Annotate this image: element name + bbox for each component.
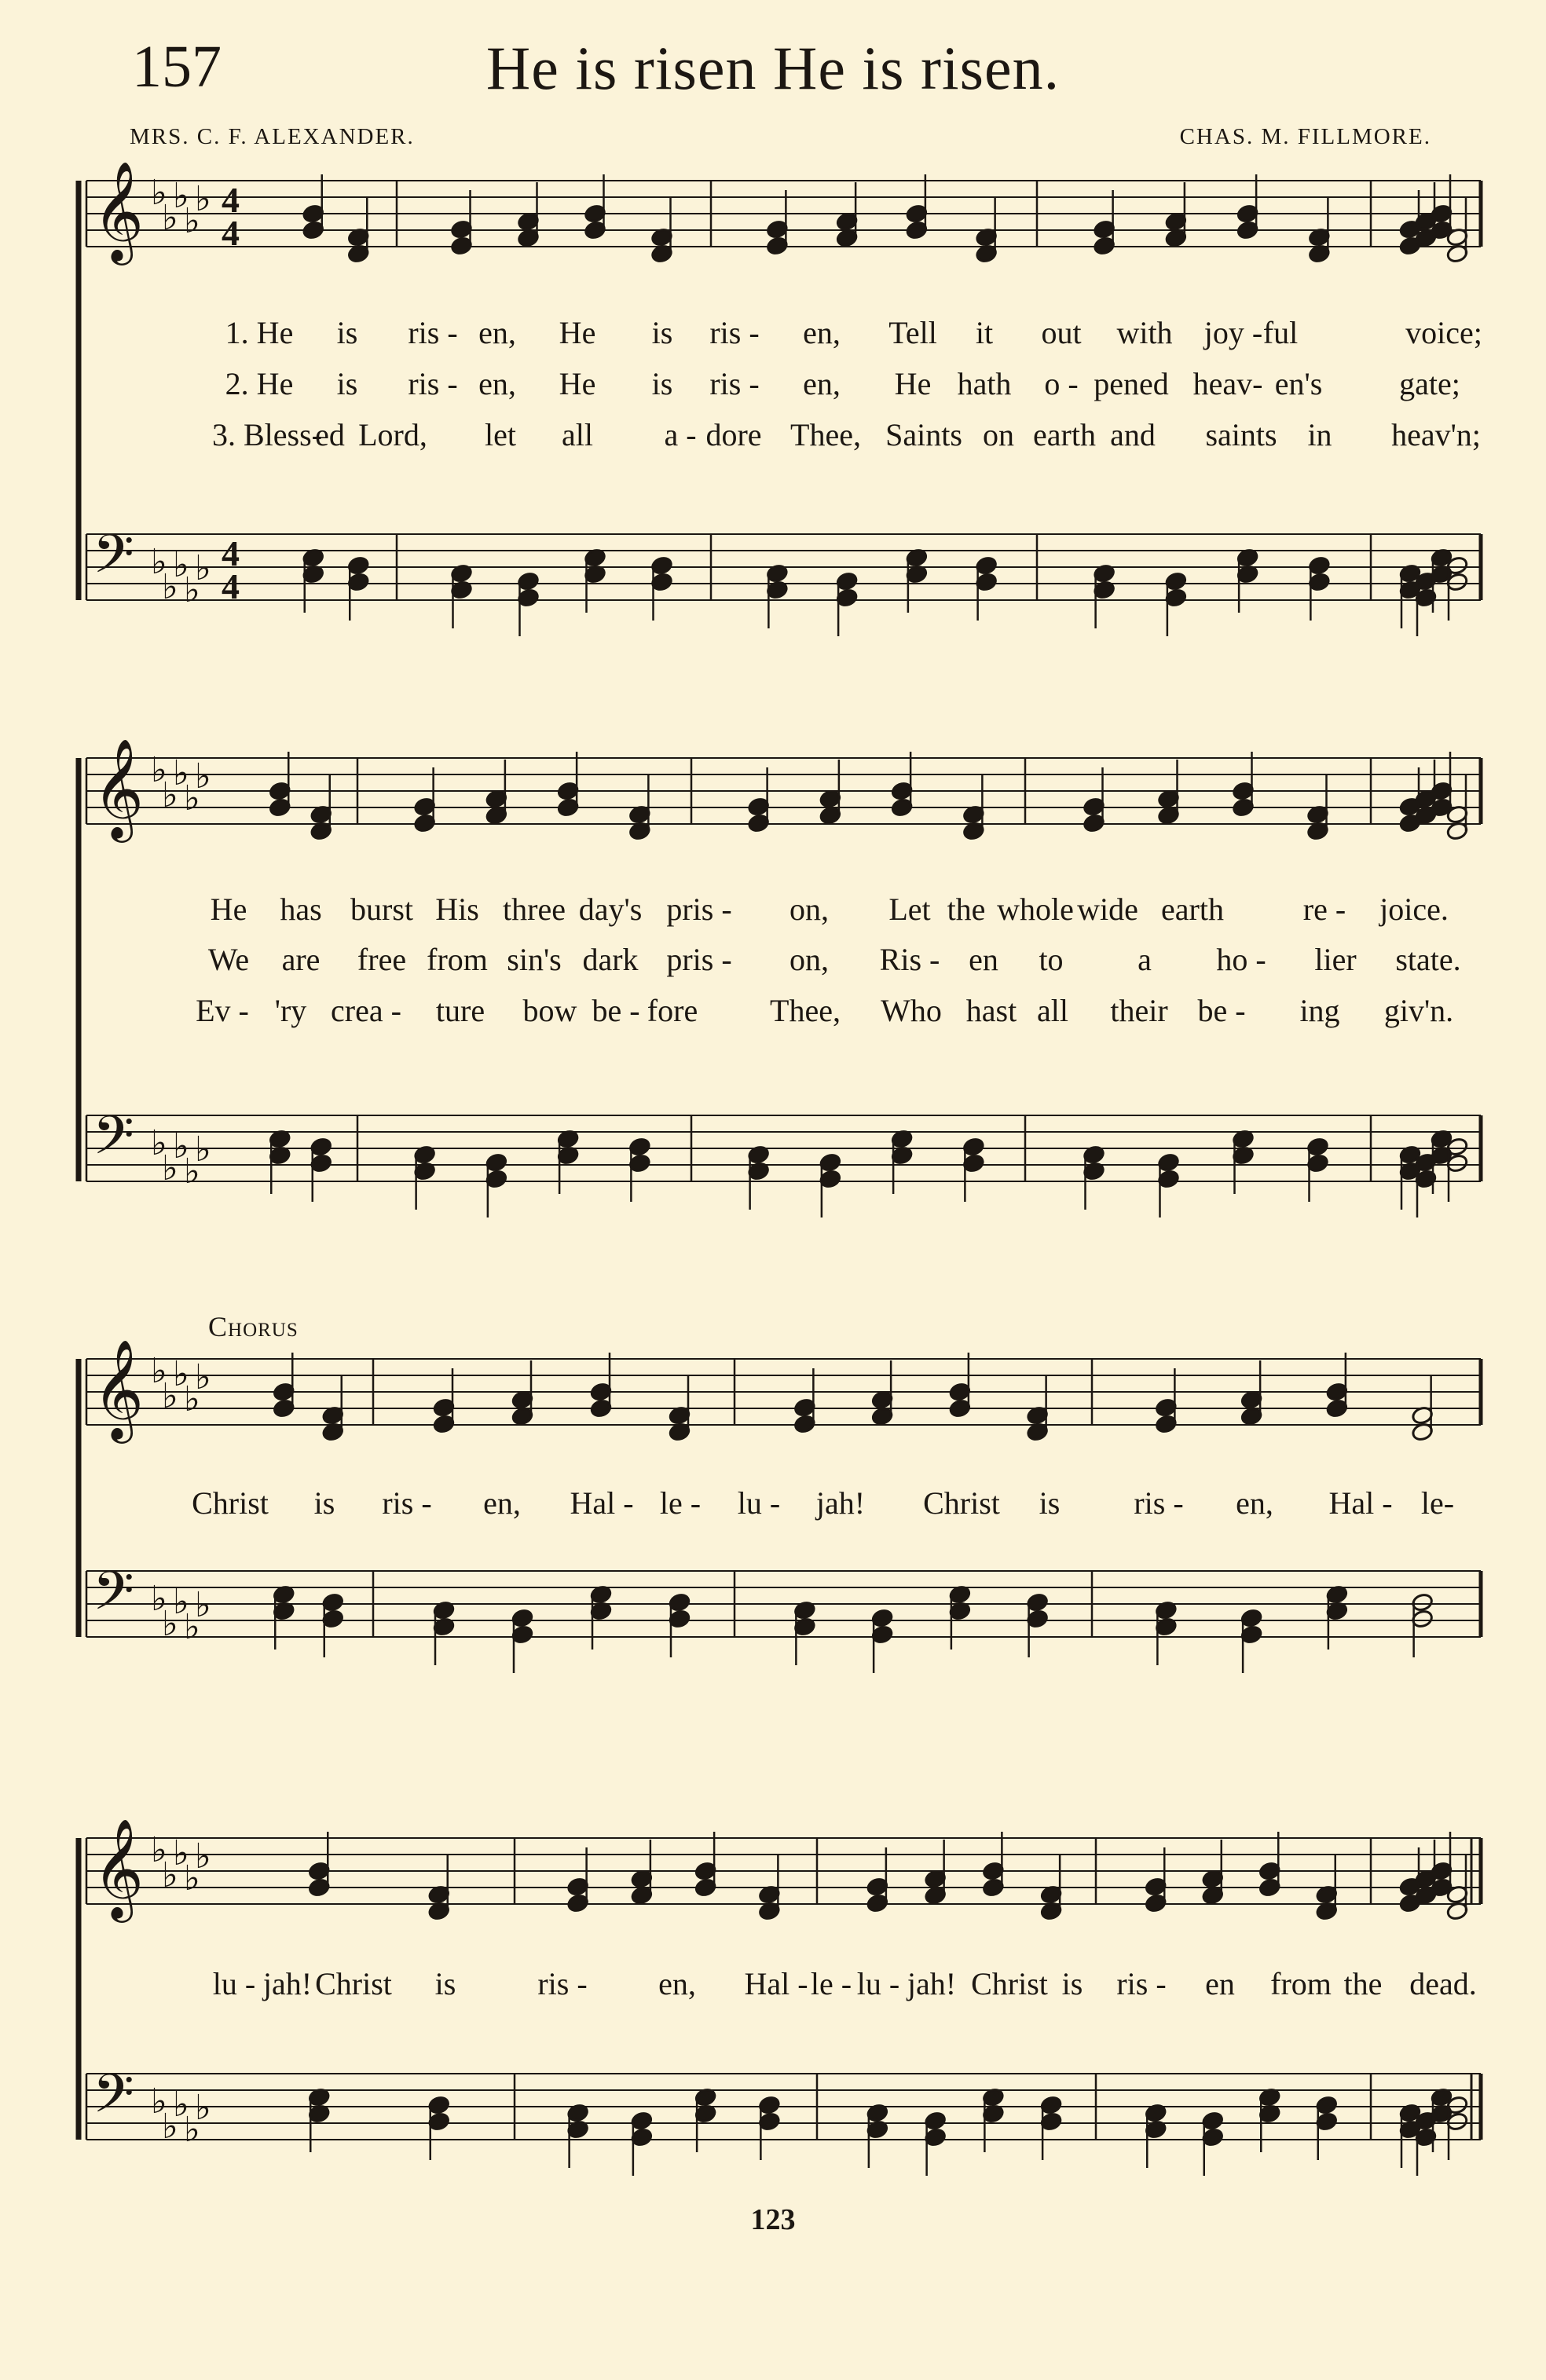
lyric-syllable: all (1037, 993, 1068, 1028)
flat-icon: ♭ (173, 1126, 189, 1166)
hymn-title: He is risen He is risen. (485, 34, 1061, 102)
lyric-syllable: 'ry (274, 993, 307, 1028)
lyric-syllable: ris - (709, 366, 760, 401)
lyric-syllable: Hal - (744, 1966, 808, 2001)
lyric-syllable: dore (705, 417, 762, 452)
lyric-syllable: hast (965, 993, 1017, 1028)
flat-icon: ♭ (195, 548, 211, 588)
lyric-syllable: Christ (971, 1966, 1048, 2001)
lyric-syllable: Thee, (790, 417, 861, 452)
lyric-syllable: is (651, 366, 673, 401)
lyric-syllable: it (975, 315, 994, 350)
lyric-syllable: wide (1077, 892, 1138, 927)
lyric-syllable: Christ (923, 1485, 1000, 1521)
lyric-syllable: Hal - (1328, 1485, 1393, 1521)
lyric-syllable: is (1039, 1485, 1061, 1521)
lyric-syllable: bow (522, 993, 577, 1028)
lyric-syllable: in (1307, 417, 1332, 452)
bass-clef-icon: 𝄢 (93, 1105, 134, 1180)
flat-icon: ♭ (195, 756, 211, 796)
lyric-syllable: heav- (1192, 366, 1263, 401)
lyric-syllable: pened (1094, 366, 1169, 401)
lyric-syllable: on, (789, 892, 829, 927)
page-number: 123 (750, 2203, 796, 2236)
lyric-syllable: We (207, 942, 250, 977)
lyric-syllable: is (336, 315, 358, 350)
lyric-syllable: Tell (888, 315, 937, 350)
flat-icon: ♭ (151, 750, 167, 790)
flat-icon: ♭ (162, 198, 178, 238)
lyric-syllable: pris - (666, 892, 732, 927)
flat-icon: ♭ (184, 1607, 200, 1647)
lyric-syllable: le- (1420, 1485, 1455, 1521)
lyric-syllable: earth (1033, 417, 1096, 452)
flat-icon: ♭ (162, 1148, 178, 1188)
flat-icon: ♭ (173, 753, 189, 793)
time-signature: 4 (222, 213, 240, 253)
lyric-syllable: all (562, 417, 593, 452)
lyric-line-s1-verse2 (0, 365, 1546, 405)
lyric-syllable: ed (315, 417, 345, 452)
lyric-syllable: en (1205, 1966, 1235, 2001)
lyric-syllable: ris - (1134, 1485, 1184, 1521)
lyric-syllable: pris - (666, 942, 732, 977)
flat-icon: ♭ (151, 1123, 167, 1163)
lyric-syllable: the (947, 892, 986, 927)
lyric-syllable: ture (435, 993, 485, 1028)
lyric-syllable: He (559, 315, 596, 350)
flat-icon: ♭ (151, 1830, 167, 1870)
lyric-syllable: on, (789, 942, 829, 977)
lyric-syllable: has (280, 892, 322, 927)
lyric-syllable: sin's (507, 942, 562, 977)
lyric-syllable: is (313, 1485, 335, 1521)
lyric-syllable: lu - (856, 1966, 900, 2001)
lyric-syllable: Let (888, 892, 931, 927)
flat-icon: ♭ (162, 2107, 178, 2147)
lyric-syllable: ris - (1116, 1966, 1167, 2001)
lyric-syllable: let (485, 417, 516, 452)
lyric-syllable: burst (350, 892, 413, 927)
flat-icon: ♭ (151, 2082, 167, 2122)
lyric-syllable: Ev - (196, 993, 249, 1028)
lyric-syllable: is (336, 366, 358, 401)
hymn-number: 157 (132, 34, 222, 100)
lyric-syllable: en, (803, 315, 841, 350)
lyric-syllable: ris - (408, 315, 458, 350)
flat-icon: ♭ (195, 1130, 211, 1170)
flat-icon: ♭ (151, 1351, 167, 1391)
flat-icon: ♭ (173, 1354, 189, 1394)
lyric-syllable: on (983, 417, 1014, 452)
treble-clef-icon: 𝄞 (93, 1818, 145, 1918)
flat-icon: ♭ (195, 2088, 211, 2128)
composer-credit: CHAS. M. FILLMORE. (1179, 124, 1431, 149)
lyric-syllable: ing (1299, 993, 1340, 1028)
lyric-syllable: giv'n. (1383, 993, 1454, 1028)
lyric-syllable: Christ (192, 1485, 269, 1521)
flat-icon: ♭ (184, 201, 200, 241)
flat-icon: ♭ (173, 2085, 189, 2125)
lyric-syllable: ris - (709, 315, 760, 350)
lyric-syllable: crea - (331, 993, 401, 1028)
bass-clef-icon: 𝄢 (93, 1561, 134, 1635)
flat-icon: ♭ (162, 1604, 178, 1644)
flat-icon: ♭ (162, 1376, 178, 1416)
time-signature: 4 (222, 566, 240, 606)
lyric-syllable: Saints (885, 417, 962, 452)
lyric-syllable: and (1110, 417, 1156, 452)
lyric-syllable: fore (647, 993, 698, 1028)
flat-icon: ♭ (173, 545, 189, 585)
lyric-syllable: 2. He (225, 366, 294, 401)
lyric-syllable: 1. He (225, 315, 294, 350)
lyric-syllable: gate; (1399, 366, 1460, 401)
lyric-syllable: their (1110, 993, 1168, 1028)
lyric-syllable: jah! (262, 1966, 313, 2001)
lyric-line-s3-chorus (0, 1485, 1546, 1524)
flat-icon: ♭ (184, 1379, 200, 1419)
lyric-syllable: 3. Bless- (212, 417, 322, 452)
lyric-syllable: en, (803, 366, 841, 401)
lyric-syllable: lu - (212, 1966, 256, 2001)
lyric-syllable: from (427, 942, 488, 977)
lyric-syllable: dead. (1409, 1966, 1477, 2001)
lyric-syllable: whole (997, 892, 1074, 927)
lyric-syllable: en, (1236, 1485, 1273, 1521)
lyric-syllable: le - (659, 1485, 702, 1521)
lyric-line-s2-verse3 (0, 992, 1546, 1031)
lyric-syllable: He (894, 366, 932, 401)
lyric-syllable: ho - (1216, 942, 1266, 977)
flat-icon: ♭ (184, 570, 200, 610)
flat-icon: ♭ (173, 1582, 189, 1622)
flat-icon: ♭ (162, 567, 178, 607)
lyric-syllable: en (969, 942, 998, 977)
lyric-syllable: lu - (737, 1485, 781, 1521)
lyric-syllable: joy - (1203, 315, 1263, 350)
lyric-syllable: lier (1314, 942, 1357, 977)
lyric-syllable: re - (1302, 892, 1346, 927)
flat-icon: ♭ (184, 1858, 200, 1899)
flat-icon: ♭ (151, 542, 167, 582)
lyric-line-s2-verse2 (0, 941, 1546, 980)
flat-icon: ♭ (195, 1585, 211, 1625)
lyric-syllable: joice. (1379, 892, 1449, 927)
lyric-syllable: en, (658, 1966, 696, 2001)
lyric-syllable: ris - (408, 366, 458, 401)
lyric-syllable: three (503, 892, 566, 927)
lyric-syllable: Who (881, 993, 942, 1028)
flat-icon: ♭ (184, 2110, 200, 2150)
lyric-syllable: His (435, 892, 479, 927)
lyric-syllable: Lord, (358, 417, 427, 452)
lyric-syllable: en's (1274, 366, 1323, 401)
lyric-syllable: free (357, 942, 407, 977)
lyric-syllable: Ris - (879, 942, 940, 977)
lyric-syllable: He (559, 366, 596, 401)
flat-icon: ♭ (195, 1836, 211, 1877)
lyric-syllable: He (210, 892, 247, 927)
treble-clef-icon: 𝄞 (93, 738, 145, 838)
lyric-syllable: is (434, 1966, 456, 2001)
lyric-syllable: a - (664, 417, 697, 452)
lyric-syllable: to (1039, 942, 1064, 977)
lyric-syllable: en, (478, 366, 516, 401)
lyric-syllable: out (1041, 315, 1082, 350)
lyric-syllable: ris - (382, 1485, 432, 1521)
bass-clef-icon: 𝄢 (93, 524, 134, 599)
lyric-syllable: day's (578, 892, 643, 927)
lyric-syllable: ris - (537, 1966, 588, 2001)
treble-clef-icon: 𝄞 (93, 1338, 145, 1439)
treble-clef-icon: 𝄞 (93, 160, 145, 261)
lyric-syllable: jah! (907, 1966, 957, 2001)
lyric-syllable: be - (592, 993, 640, 1028)
lyric-syllable: the (1343, 1966, 1383, 2001)
lyric-syllable: be - (1197, 993, 1246, 1028)
flat-icon: ♭ (173, 1833, 189, 1873)
lyric-syllable: with (1116, 315, 1173, 350)
flat-icon: ♭ (151, 1579, 167, 1619)
lyric-syllable: state. (1395, 942, 1461, 977)
lyric-syllable: le - (810, 1966, 852, 2001)
lyric-syllable: is (651, 315, 673, 350)
lyric-syllable: saints (1205, 417, 1277, 452)
lyric-syllable: voice; (1405, 315, 1482, 350)
lyric-syllable: dark (582, 942, 639, 977)
flat-icon: ♭ (162, 775, 178, 815)
lyric-line-s2-verse1 (0, 891, 1546, 930)
flat-icon: ♭ (184, 778, 200, 818)
lyric-syllable: Thee, (770, 993, 841, 1028)
time-signature: 4 (222, 180, 240, 220)
author-credit: MRS. C. F. ALEXANDER. (130, 124, 415, 149)
lyric-syllable: Christ (315, 1966, 392, 2001)
lyric-syllable: en, (478, 315, 516, 350)
flat-icon: ♭ (195, 1357, 211, 1397)
lyric-syllable: from (1270, 1966, 1332, 2001)
lyric-syllable: o - (1044, 366, 1079, 401)
lyric-syllable: a (1138, 942, 1152, 977)
lyric-line-s4-chorus (0, 1965, 1546, 2005)
lyric-line-s1-verse3 (0, 416, 1546, 456)
flat-icon: ♭ (184, 1152, 200, 1192)
bass-clef-icon: 𝄢 (93, 2063, 134, 2138)
lyric-syllable: hath (957, 366, 1012, 401)
time-signature: 4 (222, 533, 240, 573)
lyric-syllable: en, (483, 1485, 521, 1521)
lyric-line-s1-verse1 (0, 314, 1546, 353)
flat-icon: ♭ (173, 176, 189, 216)
chorus-label: Chorus (208, 1311, 299, 1342)
lyric-syllable: earth (1161, 892, 1224, 927)
lyric-syllable: jah! (815, 1485, 866, 1521)
lyric-syllable: Hal - (570, 1485, 634, 1521)
lyric-syllable: heav'n; (1391, 417, 1481, 452)
flat-icon: ♭ (195, 179, 211, 219)
lyric-syllable: are (281, 942, 321, 977)
flat-icon: ♭ (151, 173, 167, 213)
lyric-syllable: ful (1262, 315, 1299, 350)
flat-icon: ♭ (162, 1855, 178, 1895)
lyric-syllable: is (1061, 1966, 1083, 2001)
